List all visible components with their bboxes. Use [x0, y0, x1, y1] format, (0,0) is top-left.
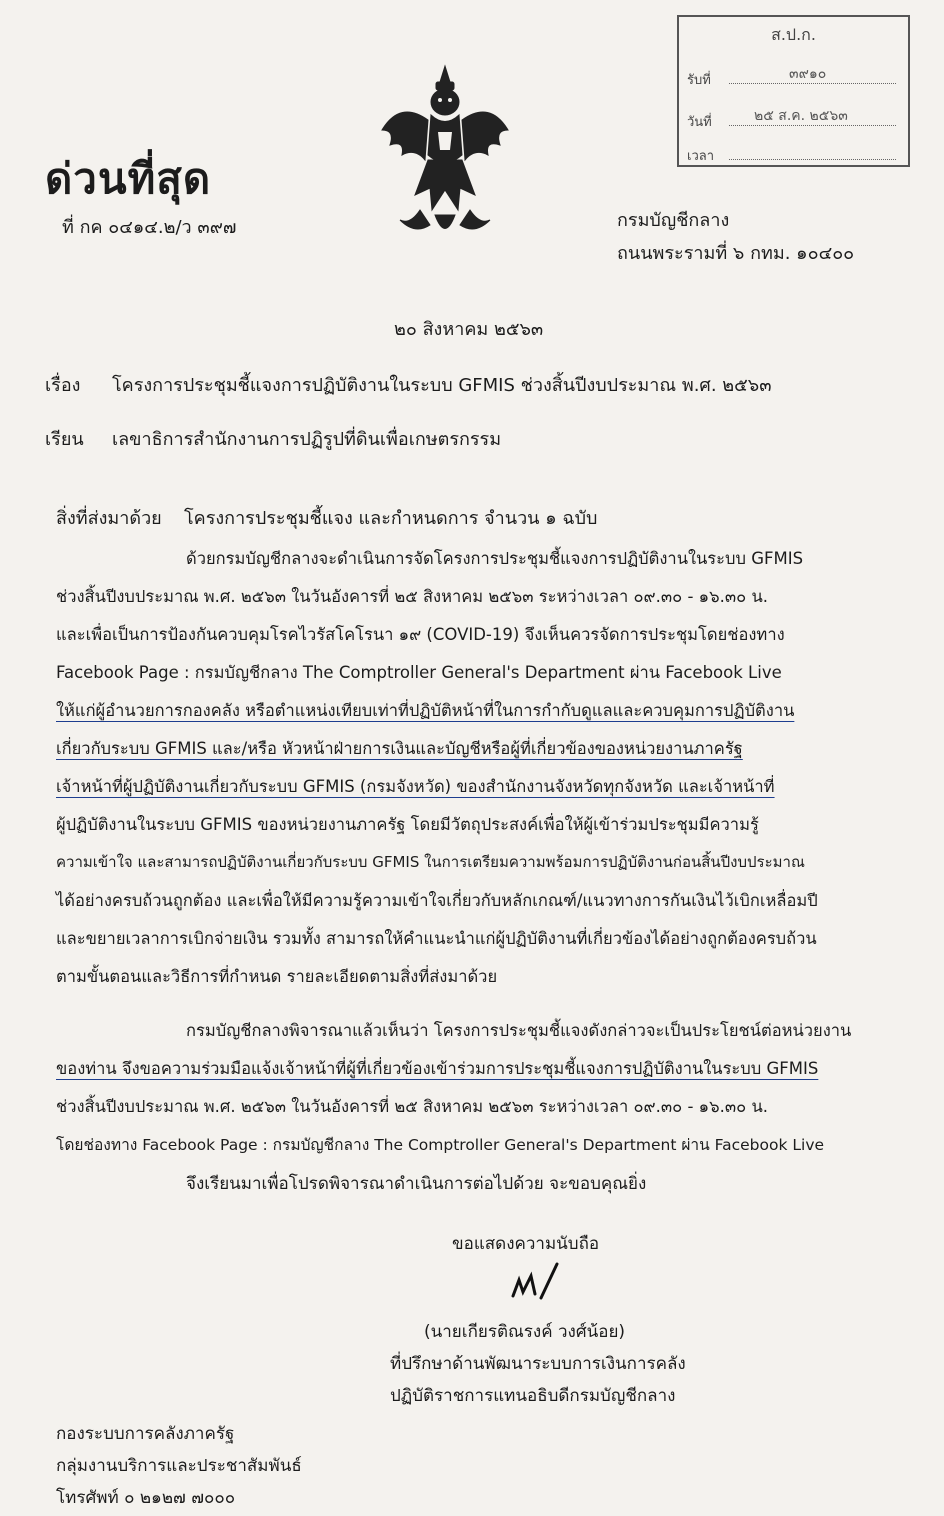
sender-address: ถนนพระรามที่ ๖ กทม. ๑๐๔๐๐ [617, 243, 855, 264]
reference-number: ที่ กค ๐๔๑๔.๒/ว ๓๙๗ [62, 217, 237, 238]
body-line: โดยช่องทาง Facebook Page : กรมบัญชีกลาง The Comptroller General's Department ผ่าน Facebook Live [56, 1136, 825, 1154]
body-line: ของท่าน จึงขอความร่วมมือแจ้งเจ้าหน้าที่ผู้ที่เกี่ยวข้องเข้าร่วมการประชุมชี้แจงการปฏิบัติงานในระบบ GFMIS [56, 1059, 819, 1078]
closing-line: จึงเรียนมาเพื่อโปรดพิจารณาดำเนินการต่อไปด้วย จะขอบคุณยิ่ง [186, 1174, 647, 1194]
footer-group: กลุ่มงานบริการและประชาสัมพันธ์ [56, 1456, 302, 1476]
footer-phone: โทรศัพท์ ๐ ๒๑๒๗ ๗๐๐๐ [56, 1488, 236, 1508]
body-line: ให้แก่ผู้อำนวยการกองคลัง หรือตำแหน่งเทียบเท่าที่ปฏิบัติหน้าที่ในการกำกับดูแลและควบคุมการปฏิบัติงาน [56, 701, 795, 720]
body-line: ช่วงสิ้นปีงบประมาณ พ.ศ. ๒๕๖๓ ในวันอังคารที่ ๒๕ สิงหาคม ๒๕๖๓ ระหว่างเวลา ๐๙.๓๐ - ๑๖.๓๐ น. [56, 587, 768, 606]
signer-acting-for: ปฏิบัติราชการแทนอธิบดีกรมบัญชีกลาง [390, 1386, 676, 1406]
body-line: ด้วยกรมบัญชีกลางจะดำเนินการจัดโครงการประชุมชี้แจงการปฏิบัติงานในระบบ GFMIS [186, 549, 804, 568]
urgency-heading: ด่วนที่สุด [45, 154, 212, 203]
body-line: กรมบัญชีกลางพิจารณาแล้วเห็นว่า โครงการประชุมชี้แจงดังกล่าวจะเป็นประโยชน์ต่อหน่วยงาน [186, 1021, 852, 1040]
body-line: Facebook Page : กรมบัญชีกลาง The Comptroller General's Department ผ่าน Facebook Live [56, 663, 782, 682]
signer-position: ที่ปรึกษาด้านพัฒนาระบบการเงินการคลัง [390, 1354, 686, 1374]
body-line: ตามขั้นตอนและวิธีการที่กำหนด รายละเอียดตามสิ่งที่ส่งมาด้วย [56, 967, 498, 986]
garuda-emblem-icon [370, 60, 520, 245]
regards-line: ขอแสดงความนับถือ [452, 1234, 600, 1254]
footer-department: กองระบบการคลังภาครัฐ [56, 1424, 235, 1444]
stamp-date-label: วันที่ [687, 115, 712, 130]
stamp-recv-label: รับที่ [687, 73, 711, 88]
body-line: ช่วงสิ้นปีงบประมาณ พ.ศ. ๒๕๖๓ ในวันอังคารที่ ๒๕ สิงหาคม ๒๕๖๓ ระหว่างเวลา ๐๙.๓๐ - ๑๖.๓๐ น. [56, 1097, 768, 1116]
body-line: และขยายเวลาการเบิกจ่ายเงิน รวมทั้ง สามารถให้คำแนะนำแก่ผู้ปฏิบัติงานที่เกี่ยวข้องได้อย่างถูกต้องครบถ้วน [56, 929, 817, 948]
recipient-text: เลขาธิการสำนักงานการปฏิรูปที่ดินเพื่อเกษตรกรรม [112, 429, 502, 450]
signer-name: (นายเกียรติณรงค์ วงศ์น้อย) [424, 1322, 626, 1342]
enclosure-text: โครงการประชุมชี้แจง และกำหนดการ จำนวน ๑ ฉบับ [184, 508, 598, 529]
recipient-label: เรียน [45, 429, 84, 450]
body-line: เกี่ยวกับระบบ GFMIS และ/หรือ หัวหน้าฝ่ายการเงินและบัญชีหรือผู้ที่เกี่ยวข้องของหน่วยงานภาครัฐ [56, 739, 743, 758]
sender-organization: กรมบัญชีกลาง [617, 210, 730, 231]
body-line: ได้อย่างครบถ้วนถูกต้อง และเพื่อให้มีความรู้ความเข้าใจเกี่ยวกับหลักเกณฑ์/แนวทางการกันเงินไว้เบิกเหลื่อมปี [56, 891, 818, 910]
stamp-line [729, 159, 896, 160]
signature-mark-icon [505, 1258, 575, 1308]
body-line: และเพื่อเป็นการป้องกันควบคุมโรคไวรัสโคโรนา ๑๙ (COVID-19) จึงเห็นควรจัดการประชุมโดยช่องทาง [56, 625, 785, 644]
letter-date: ๒๐ สิงหาคม ๒๕๖๓ [394, 319, 544, 340]
stamp-recv-no: ๓๙๑๐ [789, 66, 827, 82]
received-stamp [677, 15, 910, 167]
body-line: ความเข้าใจ และสามารถปฏิบัติงานเกี่ยวกับระบบ GFMIS ในการเตรียมความพร้อมการปฏิบัติงานก่อนสิ้นปีงบประมาณ [56, 853, 805, 871]
body-line: ผู้ปฏิบัติงานในระบบ GFMIS ของหน่วยงานภาครัฐ โดยมีวัตถุประสงค์เพื่อให้ผู้เข้าร่วมประชุมมีความรู้ [56, 815, 759, 834]
stamp-title: ส.ป.ก. [771, 25, 816, 44]
enclosure-label: สิ่งที่ส่งมาด้วย [56, 508, 162, 529]
body-line: เจ้าหน้าที่ผู้ปฏิบัติงานเกี่ยวกับระบบ GFMIS (กรมจังหวัด) ของสำนักงานจังหวัดทุกจังหวัด และเจ้าหน้าที่ [56, 777, 775, 796]
subject-label: เรื่อง [45, 375, 81, 396]
subject-text: โครงการประชุมชี้แจงการปฏิบัติงานในระบบ GFMIS ช่วงสิ้นปีงบประมาณ พ.ศ. ๒๕๖๓ [112, 375, 772, 396]
stamp-time-label: เวลา [687, 149, 715, 164]
stamp-date: ๒๕ ส.ค. ๒๕๖๓ [754, 108, 848, 124]
